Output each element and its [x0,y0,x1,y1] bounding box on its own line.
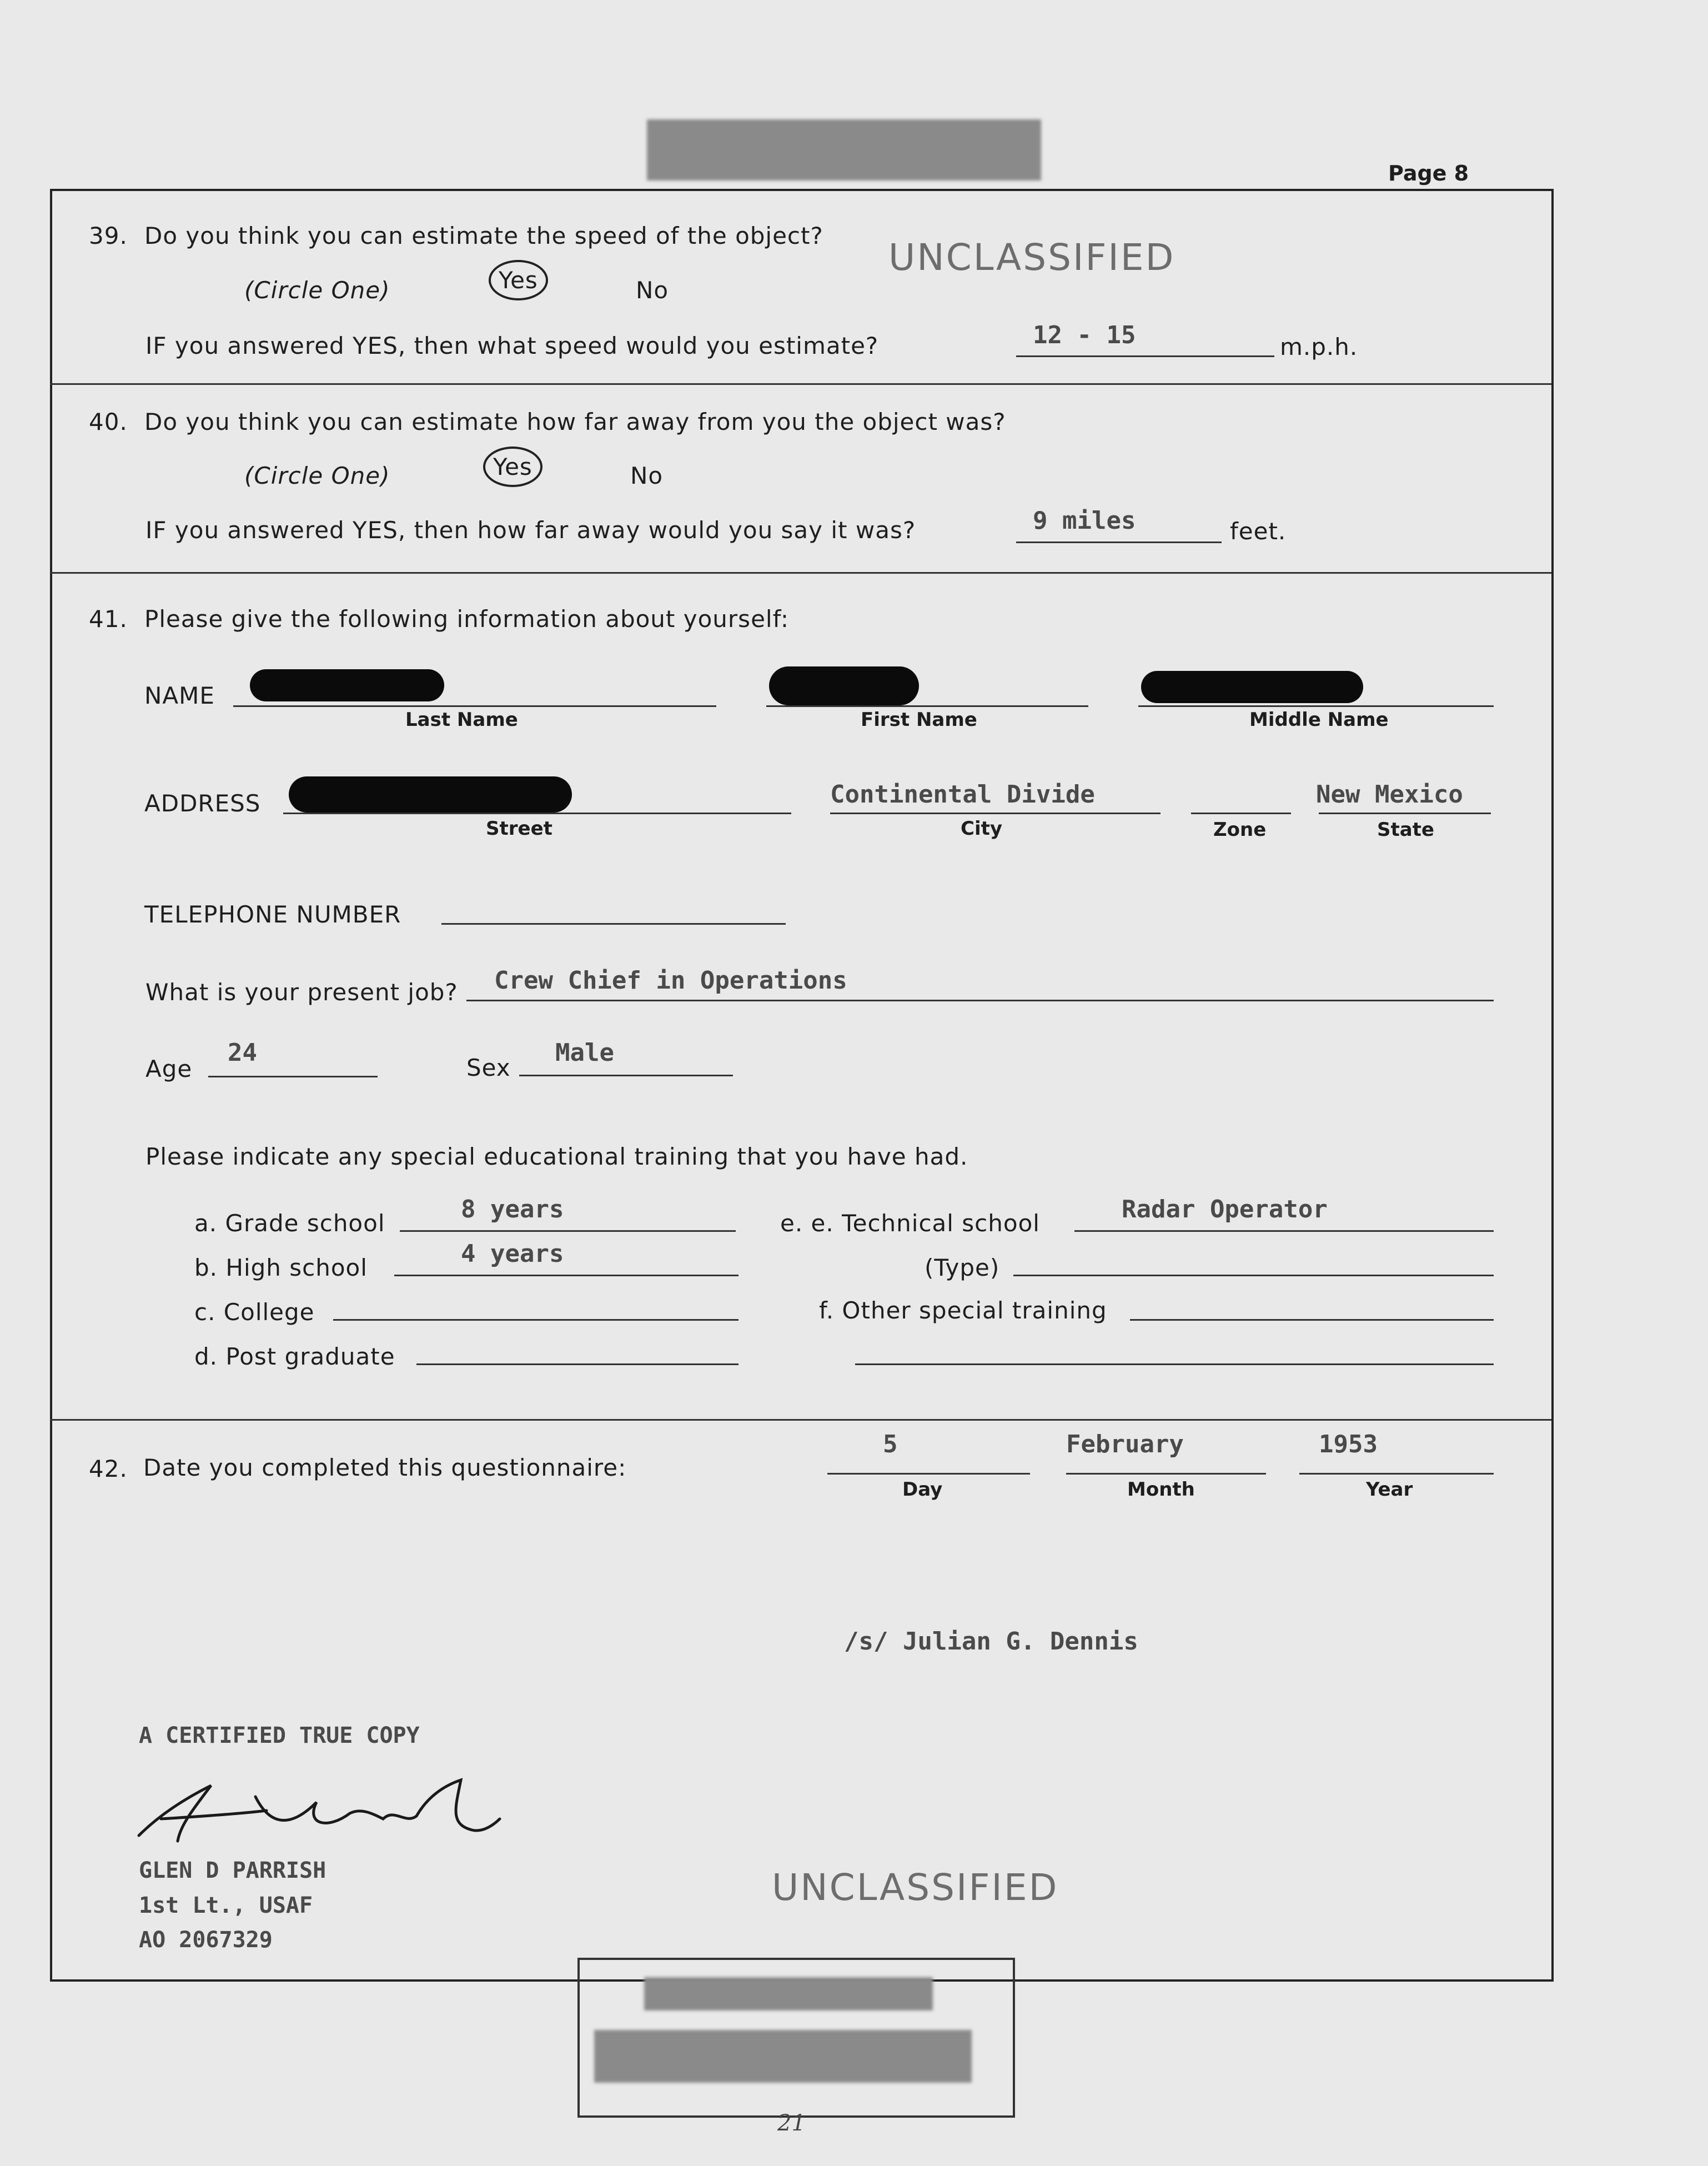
college-line [333,1319,739,1321]
redacted-street [289,776,572,813]
q41-number: 41. [89,605,128,633]
q42-number: 42. [89,1455,128,1482]
q39-question: Do you think you can estimate the speed of the object? [144,222,823,249]
divider-39-40 [50,383,1551,385]
other-training-line-2 [855,1363,1494,1365]
q40-answer-line [1016,542,1222,543]
date-month-value[interactable]: February [1066,1430,1184,1458]
city-value[interactable]: Continental Divide [830,780,1095,809]
q40-distance-answer[interactable]: 9 miles [1033,507,1136,535]
job-line [466,1000,1494,1001]
type-label: (Type) [925,1254,1000,1281]
date-year-caption: Year [1366,1478,1413,1501]
q39-speed-answer[interactable]: 12 - 15 [1033,321,1136,349]
certifying-officer-serial: AO 2067329 [139,1927,273,1953]
last-name-caption: Last Name [405,709,518,731]
q40-circle-instruction: (Circle One) [244,462,390,489]
certifying-officer-name: GLEN D PARRISH [139,1858,326,1883]
respondent-signature: /s/ Julian G. Dennis [844,1627,1138,1656]
redacted-bottom-blot-2 [594,2030,972,2083]
job-label: What is your present job? [145,979,458,1006]
q39-yes-label: Yes [489,260,548,300]
other-training-label: f. Other special training [819,1297,1107,1324]
redacted-last-name [250,669,444,701]
divider-40-41 [50,572,1551,574]
job-value[interactable]: Crew Chief in Operations [494,966,847,995]
post-graduate-line [416,1363,739,1365]
redacted-header-blot [647,119,1041,180]
age-label: Age [145,1055,193,1082]
q40-no-option[interactable]: No [630,462,664,489]
certifying-officer-rank: 1st Lt., USAF [139,1893,313,1918]
first-name-line [766,705,1088,707]
grade-school-label: a. Grade school [194,1210,385,1237]
q40-yes-option[interactable] [483,453,542,480]
grade-school-line [400,1230,736,1232]
q39-number: 39. [89,222,128,249]
redacted-first-name [769,666,919,705]
q39-answer-line [1016,355,1274,357]
grade-school-value[interactable]: 8 years [461,1195,564,1224]
type-line [1013,1275,1494,1276]
q39-followup: IF you answered YES, then what speed would you estimate? [145,332,879,359]
date-year-line [1299,1473,1494,1475]
q39-no-option[interactable]: No [636,277,669,304]
q39-yes-option[interactable] [489,267,548,294]
q40-number: 40. [89,408,128,435]
sex-value[interactable]: Male [555,1039,614,1067]
certifying-officer-signature [128,1763,505,1852]
unclassified-stamp-top: UNCLASSIFIED [888,236,1175,279]
college-label: c. College [194,1298,315,1326]
street-caption: Street [486,818,552,840]
q39-unit: m.p.h. [1280,333,1358,360]
divider-41-42 [50,1419,1551,1421]
zone-line [1191,813,1291,814]
telephone-line [441,923,786,925]
post-graduate-label: d. Post graduate [194,1343,395,1370]
page-number: Page 8 [1388,161,1469,185]
high-school-value[interactable]: 4 years [461,1240,564,1268]
first-name-caption: First Name [861,709,977,731]
high-school-label: b. High school [194,1254,368,1281]
certified-copy-heading: A CERTIFIED TRUE COPY [139,1723,420,1748]
address-label: ADDRESS [144,790,261,817]
page-mark: 21 [777,2110,806,2136]
sex-label: Sex [466,1054,511,1081]
q40-question: Do you think you can estimate how far away from you the object was? [144,408,1006,435]
telephone-label: TELEPHONE NUMBER [144,901,401,928]
age-line [208,1076,378,1077]
date-day-line [827,1473,1030,1475]
form-frame [50,189,1554,1982]
last-name-line [233,705,716,707]
street-line [283,813,791,814]
education-prompt: Please indicate any special educational training that you have had. [145,1143,968,1170]
redacted-middle-name [1141,671,1363,703]
date-year-value[interactable]: 1953 [1319,1430,1378,1458]
technical-school-line [1074,1230,1494,1232]
q41-question: Please give the following information about yourself: [144,605,790,633]
state-line [1319,813,1491,814]
zone-caption: Zone [1213,819,1267,841]
q40-followup: IF you answered YES, then how far away would you say it was? [145,517,916,544]
date-month-line [1066,1473,1266,1475]
q40-yes-label: Yes [483,447,542,487]
date-month-caption: Month [1127,1478,1195,1501]
age-value[interactable]: 24 [228,1039,257,1067]
other-training-line [1130,1319,1494,1321]
redacted-bottom-blot-1 [644,1977,933,2010]
technical-school-value[interactable]: Radar Operator [1122,1195,1328,1224]
q40-unit: feet. [1230,518,1287,545]
technical-school-label: e. e. Technical school [780,1210,1040,1237]
high-school-line [394,1275,739,1276]
date-day-value[interactable]: 5 [883,1430,898,1458]
middle-name-caption: Middle Name [1249,709,1389,731]
city-line [830,813,1161,814]
state-caption: State [1377,819,1434,841]
unclassified-stamp-bottom: UNCLASSIFIED [772,1866,1059,1909]
middle-name-line [1138,705,1494,707]
state-value[interactable]: New Mexico [1316,780,1463,809]
city-caption: City [961,818,1003,840]
name-label: NAME [144,682,215,709]
sex-line [519,1075,733,1076]
q39-circle-instruction: (Circle One) [244,277,390,304]
q42-question: Date you completed this questionnaire: [143,1454,627,1481]
date-day-caption: Day [902,1478,943,1501]
